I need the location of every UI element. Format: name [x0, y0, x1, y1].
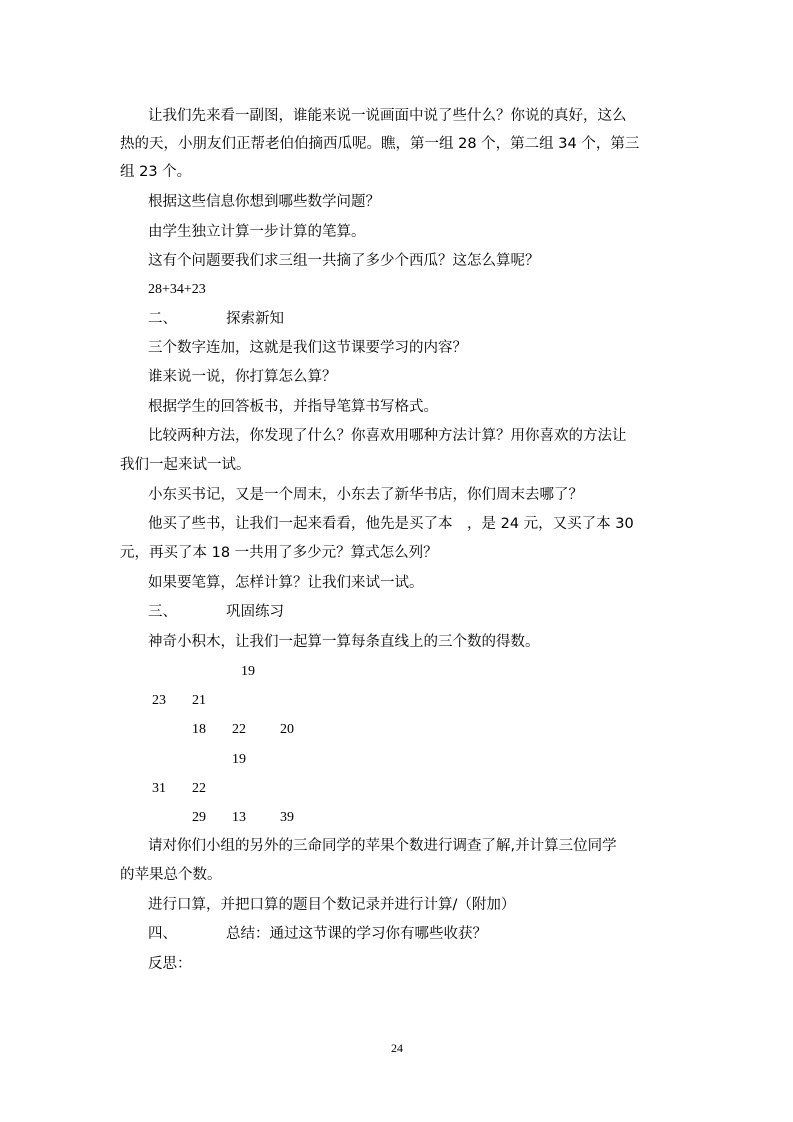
puzzle-2-top-number: 19 [232, 752, 246, 767]
puzzle-1-bottom-number-1: 18 [192, 722, 206, 737]
puzzle-2-bottom-number-3: 39 [280, 810, 294, 825]
section-2-paragraph-5: 小东买书记，又是一个周末，小东去了新华书店，你们周末去哪了？ [148, 487, 583, 503]
intro-question-1: 根据这些信息你想到哪些数学问题？ [148, 194, 380, 210]
section-3-title: 巩固练习 [226, 604, 284, 620]
section-2-paragraph-4-line-1: 比较两种方法，你发现了什么？你喜欢用哪种方法计算？用你喜欢的方法让 [148, 428, 627, 444]
puzzle-2-middle-left-number: 31 [152, 781, 166, 796]
puzzle-1-top-number: 19 [241, 664, 255, 679]
puzzle-2-bottom-number-1: 29 [192, 810, 206, 825]
section-2-number: 二、 [148, 311, 177, 327]
section-2-title: 探索新知 [226, 311, 284, 327]
section-2-paragraph-1: 三个数字连加，这就是我们这节课要学习的内容？ [148, 340, 467, 356]
section-2-paragraph-6-line-1: 他买了些书，让我们一起来看看，他先是买了本 ，是 24 元，又买了本 30 [148, 516, 634, 532]
page-number: 24 [391, 1041, 403, 1055]
section-3-paragraph-2-line-1: 请对你们小组的另外的三命同学的苹果个数进行调查了解,并计算三位同学 [148, 838, 617, 854]
puzzle-2-middle-right-number: 22 [192, 781, 206, 796]
section-3-paragraph-1: 神奇小积木，让我们一起算一算每条直线上的三个数的得数。 [148, 634, 540, 650]
section-2-paragraph-7: 如果要笔算，怎样计算？让我们来试一试。 [148, 575, 424, 591]
puzzle-1-bottom-number-2: 22 [232, 722, 246, 737]
puzzle-1-middle-right-number: 21 [192, 693, 206, 708]
section-2-paragraph-3: 根据学生的回答板书，并指导笔算书写格式。 [148, 399, 438, 415]
intro-line-3: 组 23 个。 [120, 164, 192, 180]
section-4-number: 四、 [148, 926, 177, 942]
intro-formula: 28+34+23 [148, 282, 206, 297]
intro-question-2: 由学生独立计算一步计算的笔算。 [148, 224, 366, 240]
intro-question-3: 这有个问题要我们求三组一共摘了多少个西瓜？这怎么算呢？ [148, 253, 540, 269]
section-2-paragraph-2: 谁来说一说，你打算怎么算？ [148, 369, 337, 385]
intro-line-1: 让我们先来看一副图，谁能来说一说画面中说了些什么？你说的真好，这么 [148, 108, 627, 124]
section-3-paragraph-3: 进行口算，并把口算的题目个数记录并进行计算/（附加） [148, 897, 516, 913]
section-2-paragraph-4-line-2: 我们一起来试一试。 [120, 457, 251, 473]
section-3-number: 三、 [148, 604, 177, 620]
puzzle-2-bottom-number-2: 13 [232, 810, 246, 825]
section-2-paragraph-6-line-2: 元，再买了本 18 一共用了多少元？算式怎么列？ [120, 545, 438, 561]
intro-line-2: 热的天，小朋友们正帮老伯伯摘西瓜呢。瞧，第一组 28 个，第二组 34 个，第三 [120, 136, 640, 152]
puzzle-1-bottom-number-3: 20 [280, 722, 294, 737]
puzzle-1-middle-left-number: 23 [152, 693, 166, 708]
section-3-paragraph-2-line-2: 的苹果总个数。 [120, 867, 222, 883]
reflection-label: 反思： [148, 956, 192, 972]
section-4-title: 总结：通过这节课的学习你有哪些收获？ [226, 926, 487, 942]
